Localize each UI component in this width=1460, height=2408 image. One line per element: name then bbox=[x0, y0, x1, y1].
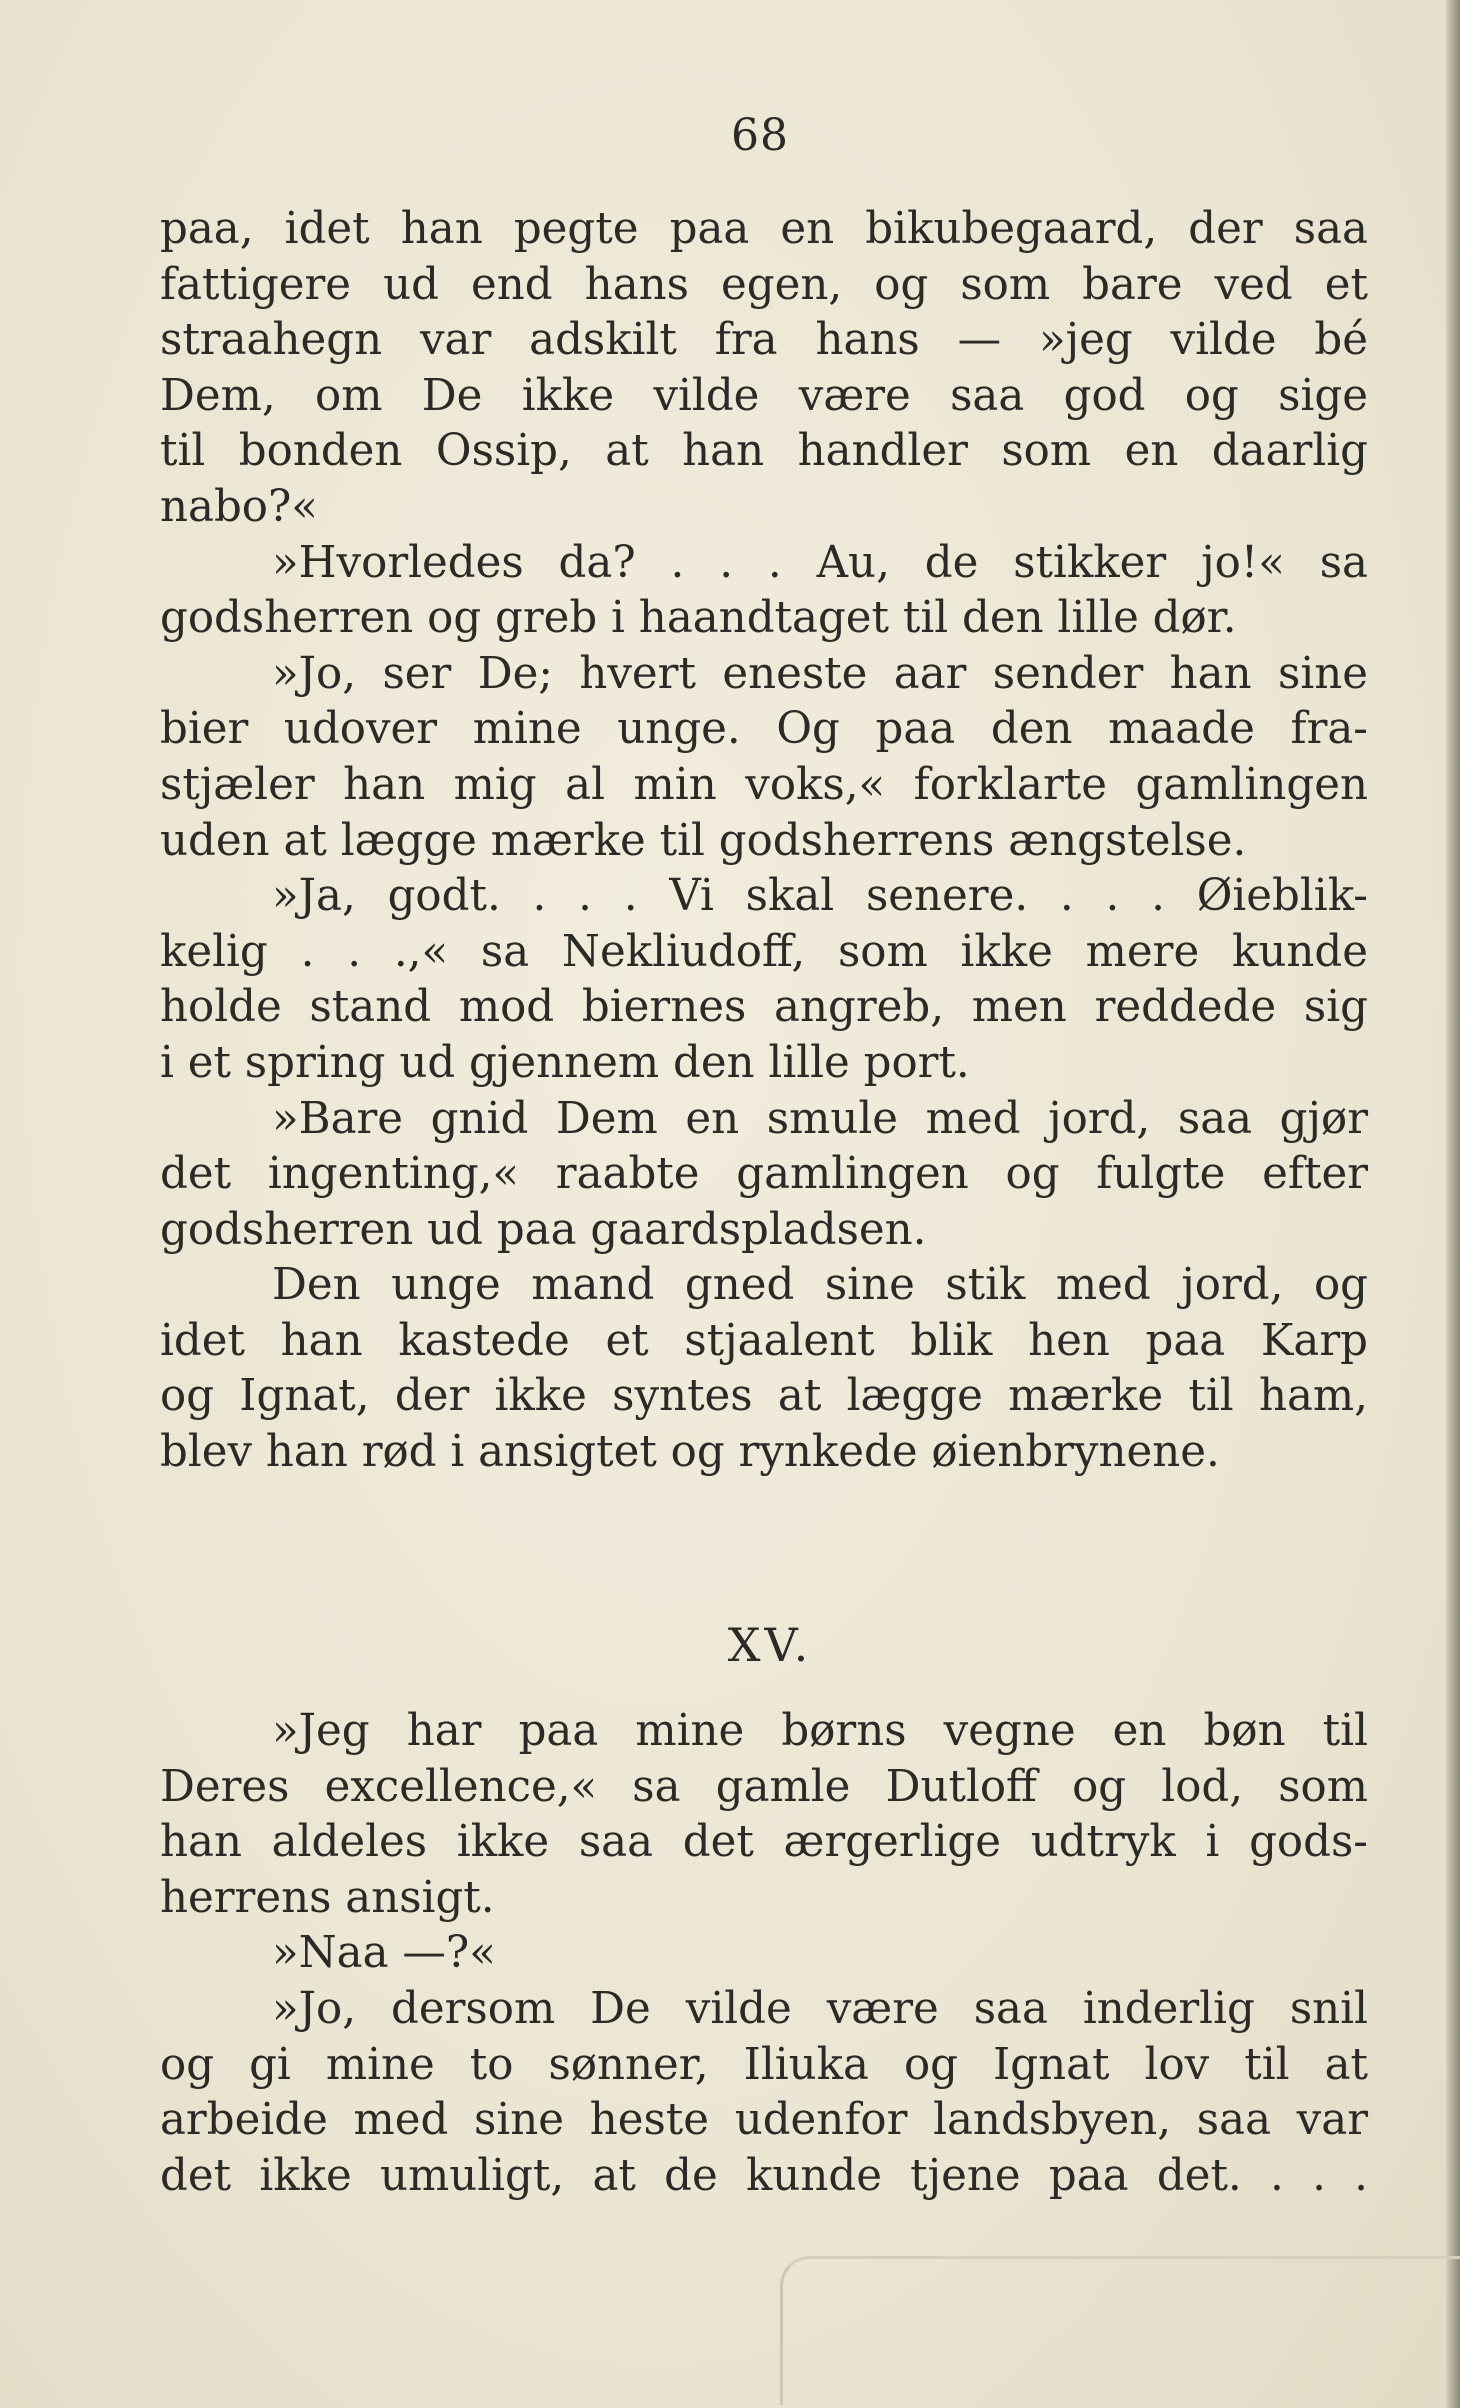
text-line: »Naa —?« bbox=[272, 1928, 496, 1979]
text-line: fattigere ud end hans egen, og som bare ved et bbox=[160, 259, 1368, 310]
text-line: nabo?« bbox=[160, 481, 318, 532]
text-line: holde stand mod biernes angreb, men reddede sig bbox=[160, 982, 1368, 1033]
text-line: Dem, om De ikke vilde være saa god og sige bbox=[160, 370, 1368, 421]
text-line: i et spring ud gjennem den lille port. bbox=[160, 1037, 970, 1088]
text-block-bottom bbox=[160, 1704, 1368, 2204]
text-line: og gi mine to sønner, Iliuka og Ignat lov til at bbox=[160, 2039, 1368, 2090]
text-line: arbeide med sine heste udenfor landsbyen, saa var bbox=[160, 2095, 1368, 2146]
text-line: Deres excellence,« sa gamle Dutloff og lod, som bbox=[160, 1761, 1368, 1812]
text-line: blev han rød i ansigtet og rynkede øienbrynene. bbox=[160, 1427, 1220, 1478]
text-line: idet han kastede et stjaalent blik hen paa Karp bbox=[160, 1315, 1368, 1366]
text-line: herrens ansigt. bbox=[160, 1872, 495, 1923]
text-line: Den unge mand gned sine stik med jord, og bbox=[272, 1260, 1368, 1311]
text-line: »Hvorledes da? . . . Au, de stikker jo!« sa bbox=[272, 537, 1368, 588]
text-line: »Ja, godt. . . . Vi skal senere. . . . Øieblik- bbox=[272, 871, 1368, 922]
text-line: godsherren og greb i haandtaget til den lille dør. bbox=[160, 593, 1237, 644]
page-edge bbox=[1446, 0, 1460, 2408]
text-line: »Bare gnid Dem en smule med jord, saa gjør bbox=[272, 1093, 1368, 1144]
text-line: og Ignat, der ikke syntes at lægge mærke til ham, bbox=[160, 1371, 1368, 1422]
text-line: til bonden Ossip, at han handler som en daarlig bbox=[160, 426, 1368, 477]
page-number: 68 bbox=[731, 110, 789, 161]
text-line: det ikke umuligt, at de kunde tjene paa det. . . . bbox=[160, 2150, 1368, 2201]
text-line: »Jo, dersom De vilde være saa inderlig snil bbox=[272, 1983, 1368, 2034]
text-line: godsherren ud paa gaardspladsen. bbox=[160, 1204, 927, 1255]
text-line: paa, idet han pegte paa en bikubegaard, der saa bbox=[160, 204, 1368, 254]
chapter-heading: XV. bbox=[727, 1618, 813, 1672]
text-line: det ingenting,« raabte gamlingen og fulgte efter bbox=[160, 1149, 1368, 1200]
text-block-top bbox=[160, 202, 1368, 1481]
text-line: han aldeles ikke saa det ærgerlige udtryk i gods- bbox=[160, 1817, 1368, 1868]
text-line: »Jeg har paa mine børns vegne en bøn til bbox=[272, 1706, 1368, 1756]
text-line: »Jo, ser De; hvert eneste aar sender han sine bbox=[272, 648, 1368, 699]
text-line: kelig . . .,« sa Nekliudoff, som ikke mere kunde bbox=[160, 926, 1368, 977]
text-line: straahegn var adskilt fra hans — »jeg vilde bé bbox=[160, 315, 1368, 366]
text-line: stjæler han mig al min voks,« forklarte gamlingen bbox=[160, 759, 1368, 810]
text-line: bier udover mine unge. Og paa den maade fra- bbox=[160, 704, 1368, 755]
text-line: uden at lægge mærke til godsherrens ængstelse. bbox=[160, 815, 1247, 866]
page-crease bbox=[780, 2256, 1460, 2405]
